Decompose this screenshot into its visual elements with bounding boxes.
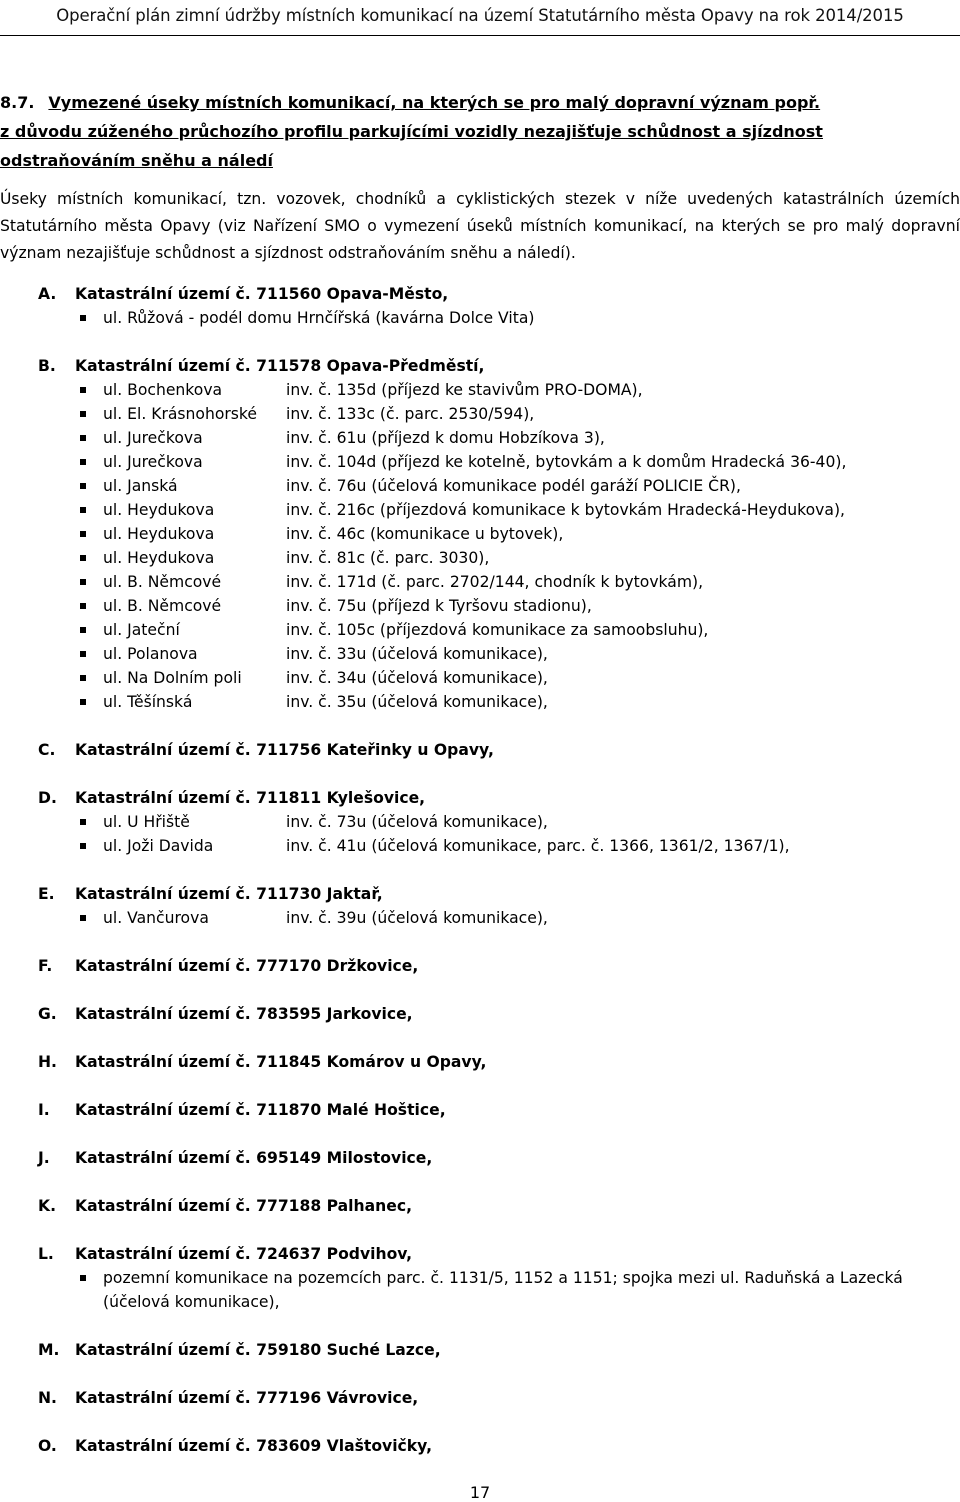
item-inventory-number: inv. č. 34u (účelová komunikace), [286,669,548,687]
cadaster-title [0,786,960,810]
item-inventory-number: inv. č. 73u (účelová komunikace), [286,813,548,831]
bullet-square-icon [80,315,86,321]
item-street: ul. B. Němcové [103,597,222,615]
cadaster-title [0,954,960,978]
cadaster-title-text: Katastrální území č. 711560 Opava-Město, [75,285,449,303]
cadaster-letter: G. [38,1005,57,1023]
cadaster-section [0,1146,960,1170]
section-number: 8.7. [0,93,35,112]
item-street: ul. Vančurova [103,909,209,927]
page-number: 17 [469,1483,491,1502]
item-street: ul. Heydukova [103,549,215,567]
cadaster-title [0,282,960,306]
cadaster-title [0,1098,960,1122]
list-item [0,450,960,474]
cadaster-letter: L. [38,1245,54,1263]
cadaster-section [0,1434,960,1458]
list-item [0,1266,960,1314]
cadaster-title-text: Katastrální území č. 711870 Malé Hoštice, [75,1101,446,1119]
cadaster-title-text: Katastrální území č. 695149 Milostovice, [75,1149,433,1167]
cadaster-title [0,1002,960,1026]
item-inventory-number: inv. č. 105c (příjezdová komunikace za samoobsluhu), [286,621,709,639]
item-inventory-number: inv. č. 33u (účelová komunikace), [286,645,548,663]
cadaster-title-text: Katastrální území č. 711730 Jaktař, [75,885,383,903]
list-item [0,426,960,450]
cadaster-section [0,282,960,330]
cadaster-title-text: Katastrální území č. 783609 Vlaštovičky, [75,1437,433,1455]
cadaster-letter: H. [38,1053,57,1071]
list-item [0,666,960,690]
cadaster-title [0,1242,960,1266]
bullet-square-icon [80,915,86,921]
cadaster-section [0,1050,960,1074]
cadaster-letter: C. [38,741,56,759]
item-inventory-number: inv. č. 39u (účelová komunikace), [286,909,548,927]
cadaster-section [0,1002,960,1026]
item-street: ul. Jurečkova [103,429,203,447]
bullet-square-icon [80,411,86,417]
cadaster-letter: E. [38,885,55,903]
cadaster-letter: F. [38,957,53,975]
list-item [0,570,960,594]
list-item [0,378,960,402]
item-inventory-number: inv. č. 135d (příjezd ke stavivům PRO-DOMA), [286,381,643,399]
item-inventory-number: inv. č. 75u (příjezd k Tyršovu stadionu), [286,597,592,615]
item-inventory-number: inv. č. 81c (č. parc. 3030), [286,549,490,567]
list-item [0,402,960,426]
bullet-square-icon [80,819,86,825]
cadaster-letter: B. [38,357,56,375]
cadaster-section [0,954,960,978]
cadaster-title [0,1386,960,1410]
cadaster-title [0,882,960,906]
cadaster-title [0,738,960,762]
section-heading-line3: odstraňováním sněhu a náledí [0,151,273,170]
cadaster-title-text: Katastrální území č. 777188 Palhanec, [75,1197,413,1215]
item-inventory-number: inv. č. 216c (příjezdová komunikace k bytovkám Hradecká-Heydukova), [286,501,846,519]
bullet-square-icon [80,675,86,681]
cadaster-section [0,1194,960,1218]
cadaster-section [0,1098,960,1122]
cadaster-section [0,882,960,930]
item-street: ul. Na Dolním poli [103,669,242,687]
cadaster-title [0,1194,960,1218]
cadaster-title [0,1434,960,1458]
cadaster-title-text: Katastrální území č. 724637 Podvihov, [75,1245,413,1263]
bullet-square-icon [80,1275,86,1281]
cadaster-section [0,1242,960,1314]
cadaster-section [0,354,960,714]
cadaster-letter: N. [38,1389,57,1407]
cadaster-title-text: Katastrální území č. 759180 Suché Lazce, [75,1341,441,1359]
item-street: ul. Bochenkova [103,381,223,399]
cadaster-title-text: Katastrální území č. 783595 Jarkovice, [75,1005,413,1023]
item-street: ul. Heydukova [103,501,215,519]
intro-paragraph: Úseky místních komunikací, tzn. vozovek, chodníků a cyklistických stezek v níže uvedených katastrálních územích Statutárního města Opavy (viz Nařízení SMO o vymezení úseků místních komunikací, na kterých se pro malý dopravní význam nezajišťuje schůdnost a sjízdnost odstraňováním sněhu a náledí). [0,190,960,262]
cadaster-letter: J. [38,1149,50,1167]
item-street: ul. Těšínská [103,693,193,711]
item-street: ul. Heydukova [103,525,215,543]
section-heading-line1: Vymezené úseky místních komunikací, na kterých se pro malý dopravní význam popř. [48,93,821,112]
list-item [0,810,960,834]
cadaster-title-text: Katastrální území č. 711578 Opava-Předměstí, [75,357,485,375]
cadaster-section [0,1386,960,1410]
item-street: ul. Polanova [103,645,198,663]
bullet-square-icon [80,627,86,633]
item-street: ul. Janská [103,477,178,495]
bullet-square-icon [80,435,86,441]
item-inventory-number: inv. č. 171d (č. parc. 2702/144, chodník k bytovkám), [286,573,704,591]
section-heading [0,88,960,175]
item-inventory-number: inv. č. 46c (komunikace u bytovek), [286,525,564,543]
bullet-square-icon [80,651,86,657]
item-street: ul. Růžová - podél domu Hrnčířská (kavárna Dolce Vita) [103,309,535,327]
bullet-square-icon [80,387,86,393]
bullet-square-icon [80,531,86,537]
item-text: pozemní komunikace na pozemcích parc. č. 1131/5, 1152 a 1151; spojka mezi ul. Raduňská a Lazecká (účelová komunikace), [103,1269,903,1311]
item-inventory-number: inv. č. 61u (příjezd k domu Hobzíkova 3), [286,429,605,447]
list-item [0,474,960,498]
cadaster-section [0,738,960,762]
cadaster-title-text: Katastrální území č. 711756 Kateřinky u Opavy, [75,741,494,759]
item-street: ul. U Hřiště [103,813,190,831]
list-item [0,522,960,546]
cadaster-title [0,354,960,378]
list-item [0,642,960,666]
cadaster-section [0,786,960,858]
item-inventory-number: inv. č. 41u (účelová komunikace, parc. č. 1366, 1361/2, 1367/1), [286,837,790,855]
list-item [0,306,960,330]
list-item [0,690,960,714]
bullet-square-icon [80,507,86,513]
list-item [0,834,960,858]
section-heading-line2: z důvodu zúženého průchozího profilu parkujícími vozidly nezajišťuje schůdnost a sjízdnost [0,122,823,141]
item-inventory-number: inv. č. 104d (příjezd ke kotelně, bytovkám a k domům Hradecká 36-40), [286,453,847,471]
cadaster-title-text: Katastrální území č. 777170 Držkovice, [75,957,419,975]
item-street: ul. Jurečkova [103,453,203,471]
cadaster-letter: D. [38,789,57,807]
page-header: Operační plán zimní údržby místních komunikací na území Statutárního města Opavy na rok 2014/2015 [56,6,904,25]
cadaster-letter: M. [38,1341,60,1359]
list-item [0,618,960,642]
bullet-square-icon [80,603,86,609]
item-street: ul. Joži Davida [103,837,214,855]
bullet-square-icon [80,699,86,705]
item-inventory-number: inv. č. 35u (účelová komunikace), [286,693,548,711]
cadaster-letter: K. [38,1197,57,1215]
cadaster-letter: I. [38,1101,50,1119]
list-item [0,906,960,930]
cadaster-section [0,1338,960,1362]
item-street: ul. B. Němcové [103,573,222,591]
list-item [0,498,960,522]
bullet-square-icon [80,483,86,489]
item-street: ul. Jateční [103,621,180,639]
header-divider [0,35,960,36]
cadaster-letter: O. [38,1437,57,1455]
item-inventory-number: inv. č. 133c (č. parc. 2530/594), [286,405,535,423]
bullet-square-icon [80,843,86,849]
item-inventory-number: inv. č. 76u (účelová komunikace podél garáží POLICIE ČR), [286,477,741,495]
cadaster-title-text: Katastrální území č. 777196 Vávrovice, [75,1389,419,1407]
list-item [0,546,960,570]
cadaster-letter: A. [38,285,57,303]
bullet-square-icon [80,579,86,585]
item-street: ul. El. Krásnohorské [103,405,257,423]
cadaster-title [0,1146,960,1170]
list-item [0,594,960,618]
cadaster-title [0,1050,960,1074]
bullet-square-icon [80,555,86,561]
bullet-square-icon [80,459,86,465]
cadaster-title [0,1338,960,1362]
cadaster-title-text: Katastrální území č. 711845 Komárov u Opavy, [75,1053,487,1071]
cadaster-title-text: Katastrální území č. 711811 Kylešovice, [75,789,426,807]
